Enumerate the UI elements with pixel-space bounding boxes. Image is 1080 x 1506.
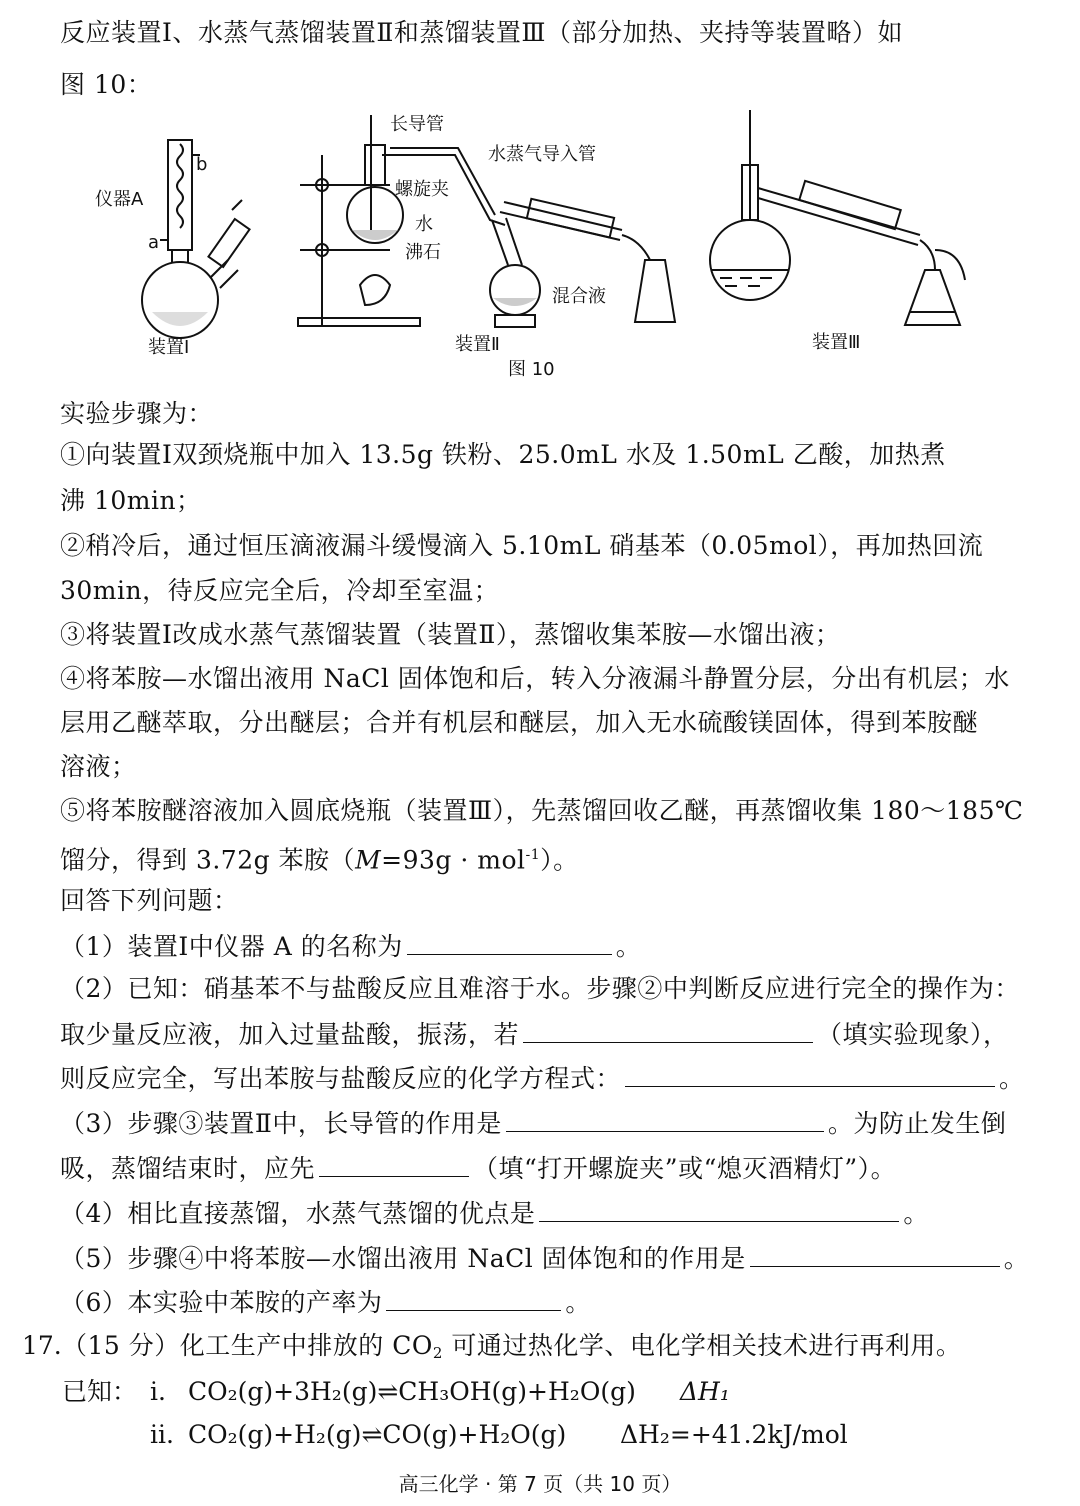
intro-line-1: 反应装置Ⅰ、水蒸气蒸馏装置Ⅱ和蒸馏装置Ⅲ（部分加热、夹持等装置略）如 — [60, 18, 903, 47]
mark-a-label: a — [148, 232, 160, 253]
question-6 — [60, 1284, 591, 1320]
steam-inlet-label: 水蒸气导入管 — [488, 144, 596, 165]
question-2-line-c — [60, 1060, 1025, 1096]
question-4 — [60, 1195, 929, 1231]
step-1-line-b: 沸 10min； — [60, 486, 202, 515]
q2-equation-blank[interactable] — [625, 1060, 995, 1087]
q1-end: 。 — [615, 932, 642, 961]
water-label: 水 — [415, 214, 433, 235]
q3-a-end: 。为防止发生倒 — [827, 1109, 1007, 1138]
mixture-label: 混合液 — [552, 286, 606, 307]
equation-2-label: ⅱ. — [150, 1420, 174, 1449]
q1-answer-blank[interactable] — [407, 928, 612, 955]
q4-end: 。 — [903, 1199, 929, 1228]
question-1 — [60, 928, 641, 964]
q5-end: 。 — [1003, 1244, 1030, 1273]
q3-purpose-blank[interactable] — [506, 1105, 824, 1132]
question-2-line-b — [60, 1016, 1009, 1052]
apparatus-2-drawing — [298, 115, 675, 327]
figure-10-apparatus — [60, 100, 1040, 390]
question-3-line-a — [60, 1105, 1006, 1141]
q17-intro-b: 可通过热化学、电化学相关技术进行再利用。 — [442, 1331, 962, 1360]
equation-2: CO₂(g)+H₂(g)⇌CO(g)+H₂O(g) — [188, 1420, 567, 1449]
mark-b-label: b — [196, 154, 208, 175]
equation-1-delta-h: ΔH₁ — [680, 1377, 730, 1406]
apparatus-3-drawing — [710, 110, 965, 325]
q3-choice-blank[interactable] — [319, 1150, 469, 1177]
steps-title: 实验步骤为： — [60, 399, 214, 428]
step-4-line-a: ④将苯胺—水馏出液用 NaCl 固体饱和后，转入分液漏斗静置分层，分出有机层；水 — [60, 664, 1010, 693]
figure-caption: 图 10 — [508, 359, 555, 380]
step-5-pre: 馏分，得到 3.72g 苯胺（ — [60, 845, 356, 875]
step-5-sup: -1 — [525, 847, 541, 863]
step-5-end: ）。 — [540, 845, 579, 875]
intro-line-2: 图 10： — [60, 70, 153, 99]
step-5-line-a: ⑤将苯胺醚溶液加入圆底烧瓶（装置Ⅲ），先蒸馏回收乙醚，再蒸馏收集 180～185℃ — [60, 796, 1024, 825]
step-4-line-b: 层用乙醚萃取，分出醚层；合并有机层和醚层，加入无水硫酸镁固体，得到苯胺醚 — [60, 708, 979, 737]
q4-text: （4）相比直接蒸馏，水蒸气蒸馏的优点是 — [60, 1199, 536, 1228]
q17-intro-a: （15 分）化工生产中排放的 CO — [62, 1331, 433, 1360]
q6-end: 。 — [565, 1288, 591, 1317]
step-5-post: =93g · mol — [381, 845, 526, 875]
known-label: 已知： — [62, 1377, 138, 1406]
q2-phenomenon-blank[interactable] — [523, 1016, 813, 1043]
question-17-number: 17. — [22, 1331, 62, 1360]
question-17-intro — [62, 1329, 961, 1370]
questions-title: 回答下列问题： — [60, 886, 239, 915]
q2-b-end: （填实验现象）， — [817, 1020, 1009, 1049]
page-footer: 高三化学 · 第 7 页（共 10 页） — [398, 1472, 682, 1496]
q5-answer-blank[interactable] — [750, 1240, 1000, 1267]
apparatus-3-label: 装置Ⅲ — [812, 332, 861, 353]
step-1-line-a: ①向装置Ⅰ双颈烧瓶中加入 13.5g 铁粉、25.0mL 水及 1.50mL 乙酸，加热煮 — [60, 440, 946, 469]
question-5 — [60, 1240, 1029, 1276]
question-3-line-b — [60, 1150, 896, 1186]
q2-c-text: 则反应完全，写出苯胺与盐酸反应的化学方程式： — [60, 1064, 622, 1093]
q3-b-end: （填“打开螺旋夹”或“熄灭酒精灯”）。 — [473, 1154, 897, 1183]
apparatus-2-label: 装置Ⅱ — [455, 334, 500, 355]
step-2-line-a: ②稍冷后，通过恒压滴液漏斗缓慢滴入 5.10mL 硝基苯（0.05mol），再加热回流 — [60, 531, 984, 560]
apparatus-1-label: 装置Ⅰ — [148, 337, 190, 358]
long-tube-label: 长导管 — [390, 114, 444, 135]
step-2-line-b: 30min，待反应完全后，冷却至室温； — [60, 576, 500, 605]
instrument-a-label: 仪器A — [95, 189, 144, 210]
q5-text: （5）步骤④中将苯胺—水馏出液用 NaCl 固体饱和的作用是 — [60, 1244, 746, 1273]
q17-intro-sub: 2 — [432, 1344, 443, 1362]
q6-text: （6）本实验中苯胺的产率为 — [60, 1288, 383, 1317]
step-3: ③将装置Ⅰ改成水蒸气蒸馏装置（装置Ⅱ），蒸馏收集苯胺—水馏出液； — [60, 620, 841, 649]
step-5-line-b — [60, 838, 579, 877]
q2-c-end: 。 — [999, 1064, 1025, 1093]
equation-1: CO₂(g)+3H₂(g)⇌CH₃OH(g)+H₂O(g) — [188, 1377, 636, 1406]
screw-clamp-label: 螺旋夹 — [395, 179, 449, 200]
molar-mass-symbol: M — [355, 845, 382, 875]
q1-text: （1）装置Ⅰ中仪器 A 的名称为 — [60, 932, 403, 961]
equation-1-label: ⅰ. — [150, 1377, 166, 1406]
equation-2-delta-h: ΔH₂=+41.2kJ/mol — [620, 1420, 848, 1449]
question-2-line-a: （2）已知：硝基苯不与盐酸反应且难溶于水。步骤②中判断反应进行完全的操作为： — [60, 974, 1020, 1003]
step-4-line-c: 溶液； — [60, 752, 137, 781]
q3-a-text: （3）步骤③装置Ⅱ中，长导管的作用是 — [60, 1109, 502, 1138]
q3-b-text: 吸，蒸馏结束时，应先 — [60, 1154, 316, 1183]
q4-answer-blank[interactable] — [539, 1195, 899, 1222]
boiling-chips-label: 沸石 — [405, 242, 441, 263]
q2-b-text: 取少量反应液，加入过量盐酸，振荡，若 — [60, 1020, 520, 1049]
q6-answer-blank[interactable] — [386, 1284, 561, 1311]
